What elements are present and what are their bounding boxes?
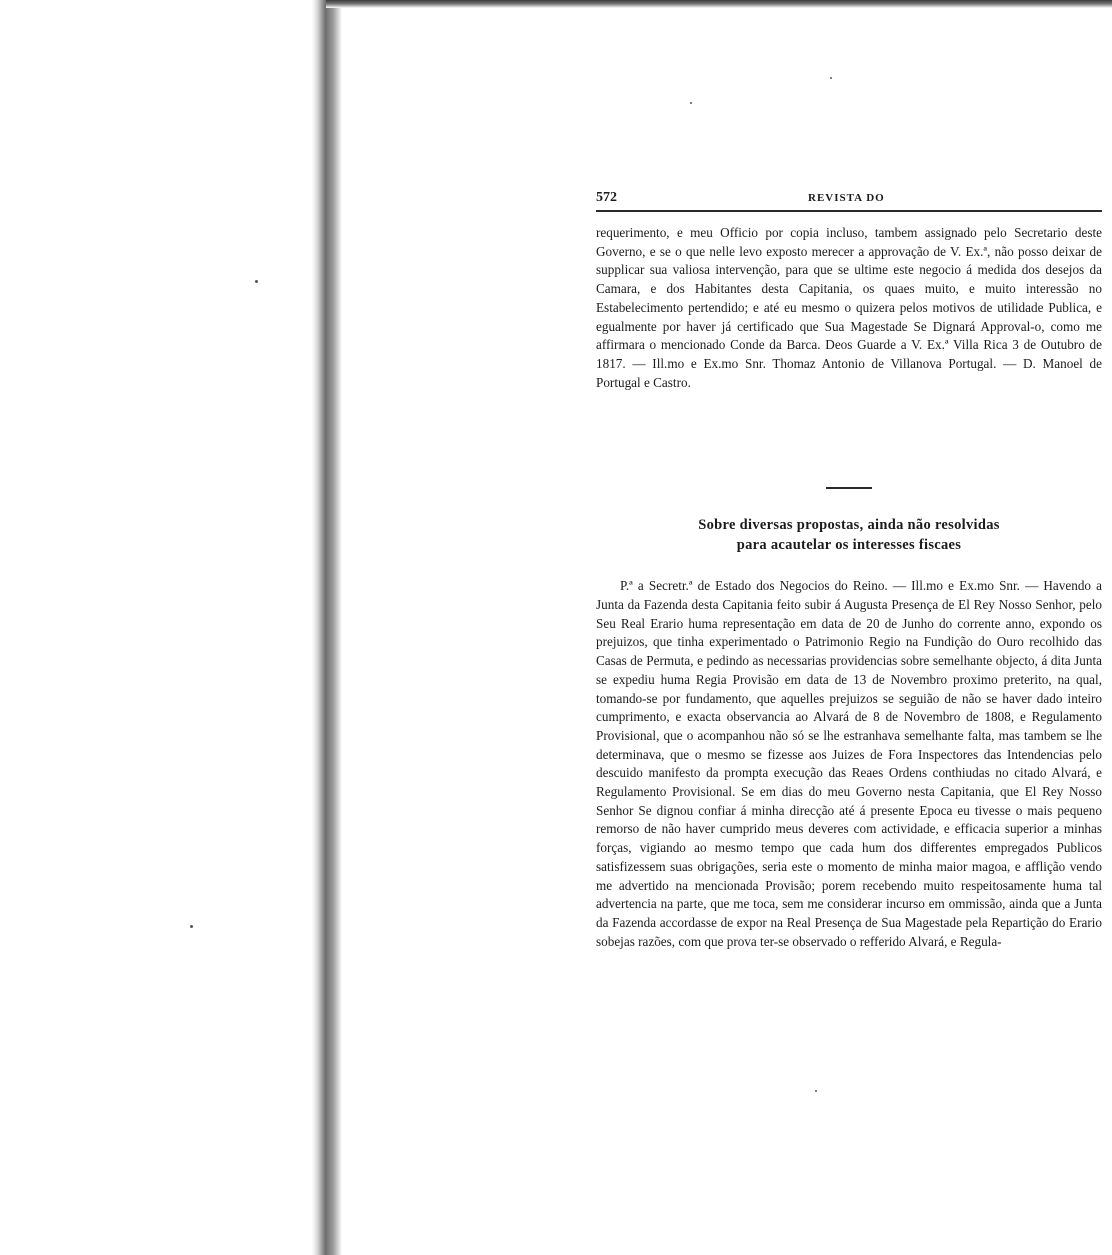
scan-speck <box>190 925 193 928</box>
scan-speck <box>815 1090 817 1092</box>
running-head: REVISTA DO <box>808 192 885 204</box>
scan-speck <box>830 77 832 79</box>
section-title <box>596 515 1102 555</box>
section-divider <box>826 487 872 489</box>
page-number: 572 <box>596 190 617 205</box>
page-header <box>596 188 1102 212</box>
body-paragraph-1: requerimento, e meu Officio por copia incluso, tambem assignado pelo Secretario deste Governo, e se o que nelle levo exposto merecer a approvação de V. Ex.ª, não posso deixar de supplicar sua valiosa intervenção, para que se ultime este negocio á medida dos desejos da Camara, e dos Habitantes desta Capitania, os quaes muito, e muito interessão no Estabelecimento pertendido; e até eu mesmo o quizera pelos motivos de utilidade Publica, e egualmente por haver já certificado que Sua Magestade Se Dignará Approval-o, como me affirmara o mencionado Conde da Barca. Deos Guarde a V. Ex.ª Villa Rica 3 de Outubro de 1817. — Ill.mo e Ex.mo Snr. Thomaz Antonio de Villanova Portugal. — D. Manoel de Portugal e Castro. <box>596 225 1102 390</box>
section-title-line-1: Sobre diversas propostas, ainda não resolvidas <box>698 517 1000 534</box>
section-title-line-2: para acautelar os interesses fiscaes <box>736 537 962 554</box>
book-spine-shadow <box>312 0 342 1255</box>
scan-speck <box>255 280 258 283</box>
body-paragraph-2: P.ª a Secretr.ª de Estado dos Negocios do Reino. — Ill.mo e Ex.mo Snr. — Havendo a Junta da Fazenda desta Capitania feito subir á Augusta Presença de El Rey Nosso Senhor, pelo Seu Real Erario huma representação em data de 20 de Junho do corrente anno, expondo os prejuizos, que tinha experimentado o Patrimonio Regio na Fundição do Ouro recolhido das Casas de Permuta, e pedindo as necessarias providencias sobre semelhante objecto, á dita Junta se expediu huma Regia Provisão em data de 13 de Novembro proximo preterito, na qual, tomando-se por fundamento, que aquelles prejuizos se seguião de não se haver dado inteiro cumprimento, e exacta observancia ao Alvará de 8 de Novembro de 1808, e Regulamento Provisional, que o acompanhou não só se lhe estranhava semelhante falta, mas tambem se lhe determinava, que o mesmo se fizesse aos Juizes de Fora Inspectores das Intendencias pelo descuido manifesto da prompta execução das Reaes Ordens conthiudas no citado Alvará, e Regulamento Provisional. Se em dias do meu Governo nesta Capitania, que El Rey Nosso Senhor Se dignou confiar á minha direcção até á presente Epoca eu tivesse o mais pequeno remorso de não haver cumprido meus deveres com actividade, e efficacia superior a minhas forças, vigiando ao mesmo tempo que cada hum dos differentes empregados Publicos satisfizessem suas obrigações, seria este o momento de minha maior magoa, e afflição vendo me advertido na mencionada Provisão; porem recebendo muito respeitosamente huma tal advertencia na parte, que me toca, sem me considerar incurso em ommissão, ainda que a Junta da Fazenda accordasse de expor na Real Presença de Sua Magestade pela Repartição do Erario sobejas razões, com que prova ter-se observado o refferido Alvará, e Regula- <box>596 578 1102 949</box>
scan-speck <box>690 102 692 104</box>
document-page <box>596 188 1102 951</box>
page-top-edge <box>326 0 1112 8</box>
